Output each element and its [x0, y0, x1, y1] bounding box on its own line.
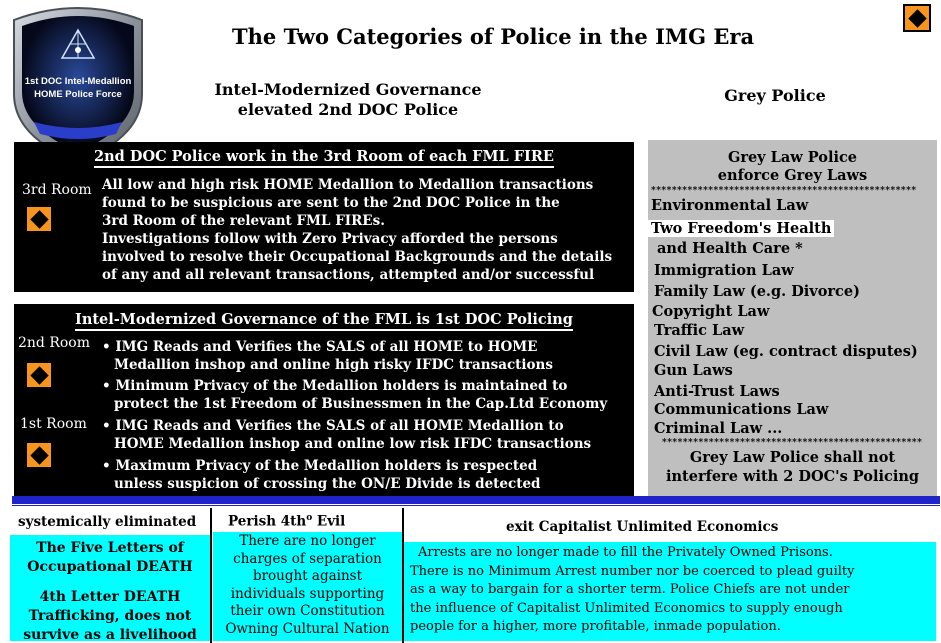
- grey-law-item: Copyright Law: [652, 303, 770, 320]
- box1-heading: 2nd DOC Police work in the 3rd Room of each FML FIRE: [14, 148, 634, 165]
- bullet-line: IMG Reads and Verifies the SALS of all HOME Medallion to: [115, 418, 564, 434]
- left-subtitle-line2: elevated 2nd DOC Police: [237, 100, 459, 119]
- grey-police-panel: [648, 140, 937, 497]
- star-divider: **************************************************: [662, 438, 923, 448]
- orange-diamond-icon: [25, 441, 53, 469]
- col1-heading: systemically eliminated: [18, 514, 197, 530]
- logo-line2: HOME Police Force: [34, 89, 122, 100]
- police-shield-logo: [4, 2, 152, 164]
- col1-line: 4th Letter DEATH: [39, 589, 181, 605]
- bullet-item: • IMG Reads and Verifies the SALS of all HOME to HOME Medallion inshop and online high risky IFDC transactions: [102, 339, 553, 373]
- grey-law-item: Immigration Law: [654, 262, 794, 279]
- blue-separator-thin: [12, 505, 940, 506]
- col1-line: Trafficking, does not: [28, 608, 192, 624]
- second-doc-police-box: [14, 142, 634, 292]
- bullet-item: • IMG Reads and Verifies the SALS of all HOME Medallion to HOME Medallion inshop and online low risk IFDC transactions: [102, 418, 592, 452]
- box1-text: [102, 176, 612, 284]
- perish-evil-panel: [213, 532, 402, 641]
- right-subtitle: Grey Police: [724, 86, 826, 105]
- bullet-line: unless suspicion of crossing the ON/E Divide is detected: [114, 476, 541, 492]
- bullet-line: IMG Reads and Verifies the SALS of all HOME to HOME: [115, 339, 538, 355]
- col1-line: Occupational DEATH: [27, 559, 193, 575]
- grey-footer-line1: Grey Law Police shall not: [689, 449, 896, 466]
- bullet-line: Medallion inshop and online high risky IFDC transactions: [114, 357, 553, 373]
- box1-line: involved to resolve their Occupational Backgrounds and the details: [102, 249, 613, 265]
- left-subtitle: [198, 80, 498, 120]
- grey-heading-line1: Grey Law Police: [727, 149, 858, 166]
- col1-line: survive as a livelihood: [23, 627, 197, 643]
- box1-line: 3rd Room of the relevant FML FIREs.: [102, 213, 385, 229]
- grey-law-item: Gun Laws: [654, 362, 733, 379]
- orange-diamond-icon: [903, 4, 931, 32]
- grey-law-item: Anti-Trust Laws: [654, 383, 780, 400]
- five-letters-panel: [10, 535, 210, 641]
- bullet-line: HOME Medallion inshop and online low risk IFDC transactions: [114, 436, 592, 452]
- bullet-line: protect the 1st Freedom of Businessmen in the Cap.Ltd Economy: [114, 396, 608, 412]
- orange-diamond-icon: [25, 361, 53, 389]
- bullet-item: • Minimum Privacy of the Medallion holders is maintained to protect the 1st Freedom of Businessmen in the Cap.Ltd Economy: [102, 378, 608, 412]
- col2-line: Owning Cultural Nation: [225, 620, 390, 637]
- bullet-item: • Maximum Privacy of the Medallion holders is respected unless suspicion of crossing the ON/E Divide is detected: [102, 458, 541, 492]
- grey-footer-line2: interfere with 2 DOC's Policing: [665, 468, 920, 485]
- col2-heading: Perish $4th^o$ Evil: [228, 513, 346, 530]
- orange-diamond-icon: [25, 205, 53, 233]
- col3-line: Arrests are no longer made to fill the Privately Owned Prisons.: [418, 545, 833, 560]
- col2-line: individuals supporting: [230, 585, 385, 602]
- grey-law-item: Civil Law (eg. contract disputes): [654, 343, 918, 360]
- grey-heading-line2: enforce Grey Laws: [717, 167, 868, 184]
- first-doc-policing-box: [14, 304, 634, 496]
- col3-heading: exit Capitalist Unlimited Economics: [506, 519, 779, 535]
- grey-law-item: Traffic Law: [654, 322, 745, 339]
- room-1-label: 1st Room: [20, 416, 87, 432]
- box2-heading: Intel-Modernized Governance of the FML is 1st DOC Policing: [14, 311, 634, 328]
- col1-line: The Five Letters of: [36, 540, 184, 556]
- column-divider: [210, 508, 212, 643]
- left-subtitle-line1: Intel-Modernized Governance: [214, 80, 482, 99]
- star-divider: ***************************************************: [651, 186, 917, 196]
- grey-law-item: Two Freedom's Health: [648, 220, 834, 238]
- col2-line: charges of separation: [233, 550, 382, 567]
- col3-line: There is no Minimum Arrest number nor be coerced to plead guilty: [410, 563, 855, 579]
- grey-law-item: and Health Care *: [657, 240, 803, 257]
- col2-line: There are no longer: [239, 533, 376, 549]
- col2-line: their own Constitution: [230, 603, 385, 619]
- capitalist-economics-panel: [404, 542, 936, 641]
- box1-line: All low and high risk HOME Medallion to Medallion transactions: [102, 177, 594, 193]
- logo-line1: 1st DOC Intel-Medallion: [24, 76, 132, 87]
- grey-law-item: Communications Law: [654, 401, 829, 418]
- room-3-label: 3rd Room: [22, 182, 92, 198]
- box1-line: found to be suspicious are sent to the 2nd DOC Police in the: [102, 195, 560, 211]
- room-2-label: 2nd Room: [18, 335, 91, 351]
- grey-law-item: Family Law (e.g. Divorce): [654, 283, 860, 300]
- grey-law-item: Criminal Law ...: [654, 420, 783, 437]
- col3-line: the influence of Capitalist Unlimited Economics to supply enough: [410, 600, 843, 616]
- col2-line: brought against: [252, 568, 363, 584]
- col3-line: as a way to bargain for a shorter term. Police Chiefs are not under: [410, 582, 850, 597]
- page-title: The Two Categories of Police in the IMG Era: [232, 24, 755, 49]
- grey-law-item: Environmental Law: [651, 197, 809, 214]
- box1-line: Investigations follow with Zero Privacy afforded the persons: [102, 231, 558, 247]
- bullet-line: Maximum Privacy of the Medallion holders is respected: [115, 458, 538, 474]
- bullet-line: Minimum Privacy of the Medallion holders is maintained to: [115, 378, 568, 394]
- col3-line: people for a higher, more profitable, inmade population.: [410, 619, 781, 634]
- box1-line: of any and all relevant transactions, attempted and/or successful: [102, 267, 595, 283]
- blue-separator: [12, 496, 940, 504]
